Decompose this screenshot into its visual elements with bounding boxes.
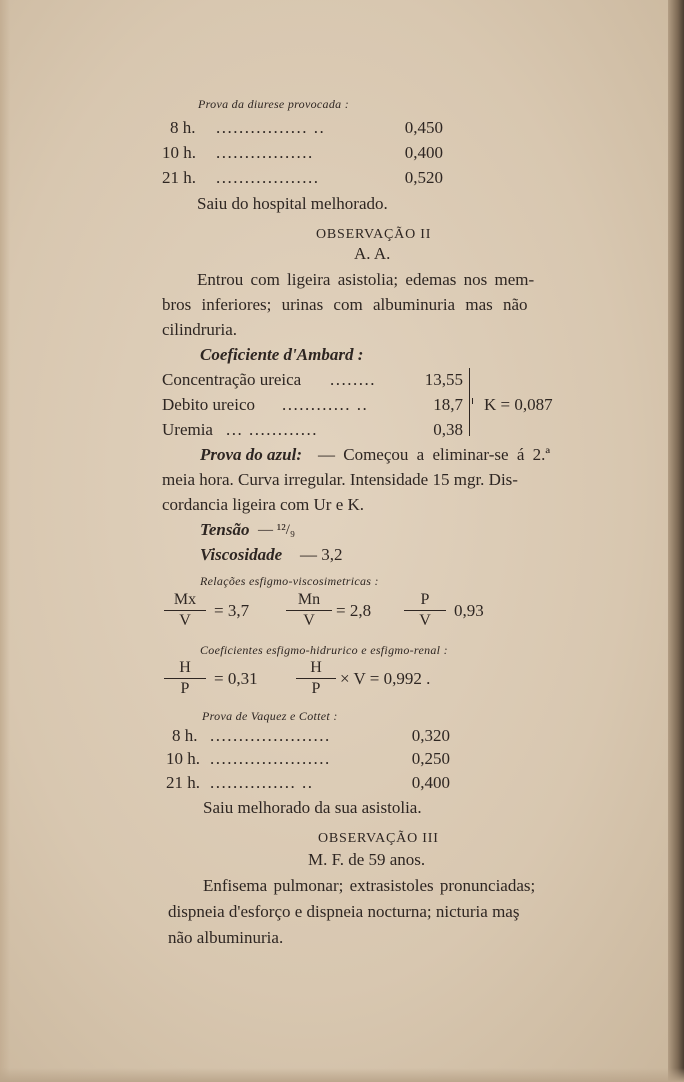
ambard-brace bbox=[469, 368, 476, 436]
relacao-value: = 3,7 bbox=[214, 601, 250, 620]
page-right-edge bbox=[668, 0, 684, 1082]
azul-line: cordancia ligeira com Ur e K. bbox=[162, 495, 365, 514]
obs2-paragraph-line: bros inferiores; urinas com albuminuria mas não bbox=[162, 295, 528, 314]
diurese-row-dots: .................. bbox=[216, 168, 320, 187]
diurese-row-hour: 10 h. bbox=[162, 143, 196, 162]
page-left-shadow bbox=[0, 0, 10, 1082]
fraction-bar bbox=[164, 610, 206, 611]
tensao-label: Tensão bbox=[200, 520, 250, 539]
obs2-title: OBSERVAÇÃO II bbox=[316, 227, 432, 242]
vaquez-row-value: 0,320 bbox=[411, 726, 450, 745]
fraction-denominator: P bbox=[311, 680, 321, 697]
fraction-numerator: Mx bbox=[173, 591, 197, 608]
diurese-row-value: 0,400 bbox=[404, 143, 443, 162]
azul-line: meia hora. Curva irregular. Intensidade 15 mgr. Dis- bbox=[162, 470, 518, 489]
obs2-initials: A. A. bbox=[354, 244, 391, 263]
fraction-numerator: H bbox=[179, 659, 191, 676]
ambard-heading: Coeficiente d'Ambard : bbox=[200, 345, 364, 364]
vaquez-row-value: 0,400 bbox=[411, 773, 450, 792]
obs3-paragraph-line: dispneia d'esforço e dispneia nocturna; nicturia maş bbox=[168, 902, 520, 921]
fraction-mx-v bbox=[164, 591, 206, 630]
ambard-row-dots: ... ............ bbox=[226, 420, 318, 439]
vaquez-row-hour: 10 h. bbox=[166, 749, 200, 768]
fraction-denominator: V bbox=[179, 612, 191, 629]
diurese-row-value: 0,520 bbox=[404, 168, 443, 187]
ambard-k-value: K = 0,087 bbox=[484, 395, 553, 414]
vaquez-row-dots: ............... .. bbox=[210, 773, 314, 792]
vaquez-row-hour: 8 h. bbox=[172, 726, 198, 745]
obs2-paragraph-line: Entrou com ligeira asistolia; edemas nos mem- bbox=[197, 270, 535, 289]
fraction-numerator: P bbox=[420, 591, 430, 608]
fraction-bar bbox=[164, 678, 206, 679]
ambard-row-dots: ............ .. bbox=[282, 395, 369, 414]
obs2-outcome: Saiu melhorado da sua asistolia. bbox=[203, 798, 422, 817]
obs3-initials: M. F. de 59 anos. bbox=[308, 850, 426, 869]
fraction-bar bbox=[296, 678, 336, 679]
viscosidade-label: Viscosidade bbox=[200, 545, 283, 564]
coeficiente-value: × V = 0,992 . bbox=[340, 669, 431, 688]
diurese-row-value: 0,450 bbox=[404, 118, 443, 137]
vaquez-row-hour: 21 h. bbox=[166, 773, 200, 792]
diurese-row-dots: ................. bbox=[216, 143, 314, 162]
obs2-paragraph-line: cilindruria. bbox=[162, 320, 238, 339]
coeficiente-value: = 0,31 bbox=[214, 669, 258, 688]
ambard-row-label: Concentração ureica bbox=[162, 370, 302, 389]
vaquez-row-dots: ..................... bbox=[210, 749, 331, 768]
azul-line: — Começou a eliminar-se á 2.ª bbox=[318, 445, 551, 464]
fraction-numerator: Mn bbox=[297, 591, 321, 608]
obs3-paragraph-line: Enfisema pulmonar; extrasistoles pronunciadas; bbox=[203, 876, 536, 895]
ambard-row-value: 0,38 bbox=[433, 420, 463, 439]
tensao-value: — ¹²/₉ bbox=[258, 522, 296, 538]
fraction-bar bbox=[404, 610, 446, 611]
fraction-mn-v bbox=[286, 591, 332, 630]
ambard-row-value: 13,55 bbox=[424, 370, 463, 389]
diurese-row-hour: 21 h. bbox=[162, 168, 196, 187]
diurese-heading: Prova da diurese provocada : bbox=[198, 97, 350, 111]
vaquez-row-dots: ..................... bbox=[210, 726, 331, 745]
relacoes-heading: Relações esfigmo-viscosimetricas : bbox=[200, 574, 379, 588]
diurese-row-dots: ................ .. bbox=[216, 118, 326, 137]
azul-label: Prova do azul: bbox=[200, 445, 302, 464]
obs3-paragraph-line: não albuminuria. bbox=[168, 928, 284, 947]
obs3-title: OBSERVAÇÃO III bbox=[318, 831, 439, 846]
fraction-denominator: P bbox=[180, 680, 190, 697]
ambard-row-label: Uremia bbox=[162, 420, 213, 439]
fraction-h-p bbox=[164, 659, 206, 698]
fraction-denominator: V bbox=[419, 612, 431, 629]
relacao-value: = 2,8 bbox=[336, 601, 372, 620]
relacao-value: 0,93 bbox=[454, 601, 484, 620]
page-bottom-edge bbox=[0, 1068, 684, 1082]
vaquez-heading: Prova de Vaquez e Cottet : bbox=[202, 709, 338, 723]
fraction-p-v bbox=[404, 591, 446, 630]
fraction-denominator: V bbox=[303, 612, 315, 629]
ambard-row-label: Debito ureico bbox=[162, 395, 255, 414]
fraction-h-p bbox=[296, 659, 336, 698]
ambard-row-value: 18,7 bbox=[433, 395, 463, 414]
ambard-row-dots: ........ bbox=[330, 370, 376, 389]
diurese-outcome: Saiu do hospital melhorado. bbox=[197, 194, 388, 213]
vaquez-row-value: 0,250 bbox=[411, 749, 450, 768]
fraction-numerator: H bbox=[310, 659, 322, 676]
diurese-row-hour: 8 h. bbox=[170, 118, 196, 137]
coeficientes-heading: Coeficientes esfigmo-hidrurico e esfigmo-renal : bbox=[200, 643, 448, 657]
fraction-bar bbox=[286, 610, 332, 611]
viscosidade-value: — 3,2 bbox=[300, 545, 343, 564]
